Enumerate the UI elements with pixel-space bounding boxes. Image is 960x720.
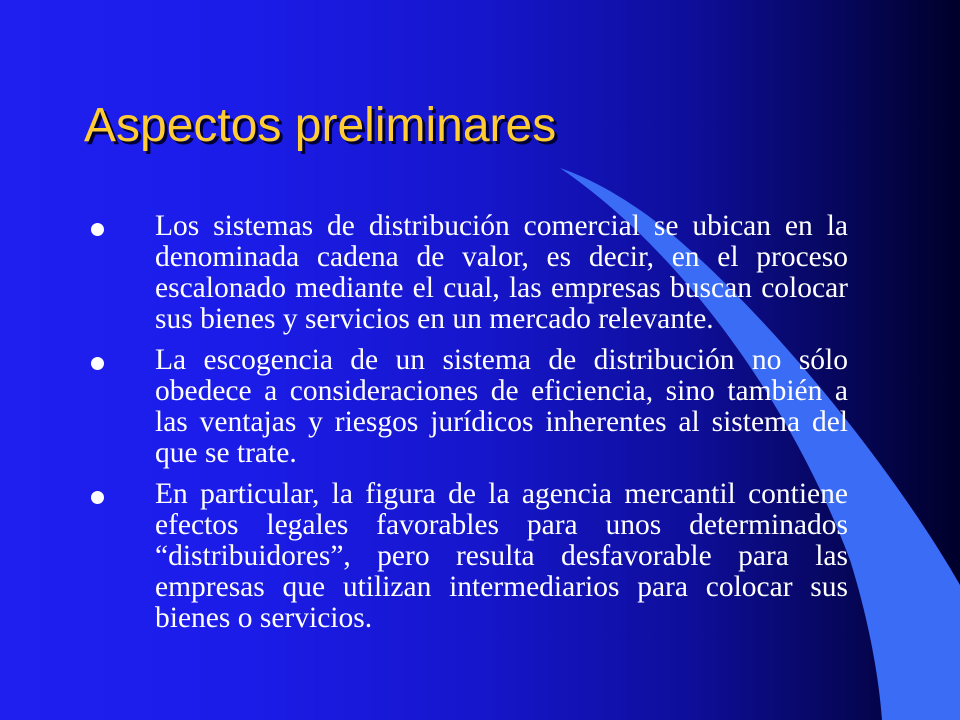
slide-title: Aspectos preliminares <box>84 99 557 152</box>
bullet-dot-icon <box>91 223 104 236</box>
bullet-text: Los sistemas de distribución comercial se ubican en la denominada cadena de valor, es decir, en el proceso escalonado mediante el cual, las empresas buscan colocar sus bienes y servicios en un mercado relevante. <box>155 210 848 335</box>
bullet-text: La escogencia de un sistema de distribución no sólo obedece a consideraciones de eficiencia, sino también a las ventajas y riesgos jurídicos inherentes al sistema del que se trate. <box>155 344 848 469</box>
bullet-text: En particular, la figura de la agencia mercantil contiene efectos legales favorables para unos determinados “distribuidores”, pero resulta desfavorable para las empresas que utilizan intermediarios para colocar sus bienes o servicios. <box>155 478 848 634</box>
bullet-item <box>88 345 848 469</box>
bullet-dot-icon <box>91 357 104 370</box>
bullet-list <box>88 211 848 644</box>
bullet-dot-icon <box>91 491 104 504</box>
bullet-item <box>88 211 848 335</box>
bullet-item <box>88 479 848 634</box>
